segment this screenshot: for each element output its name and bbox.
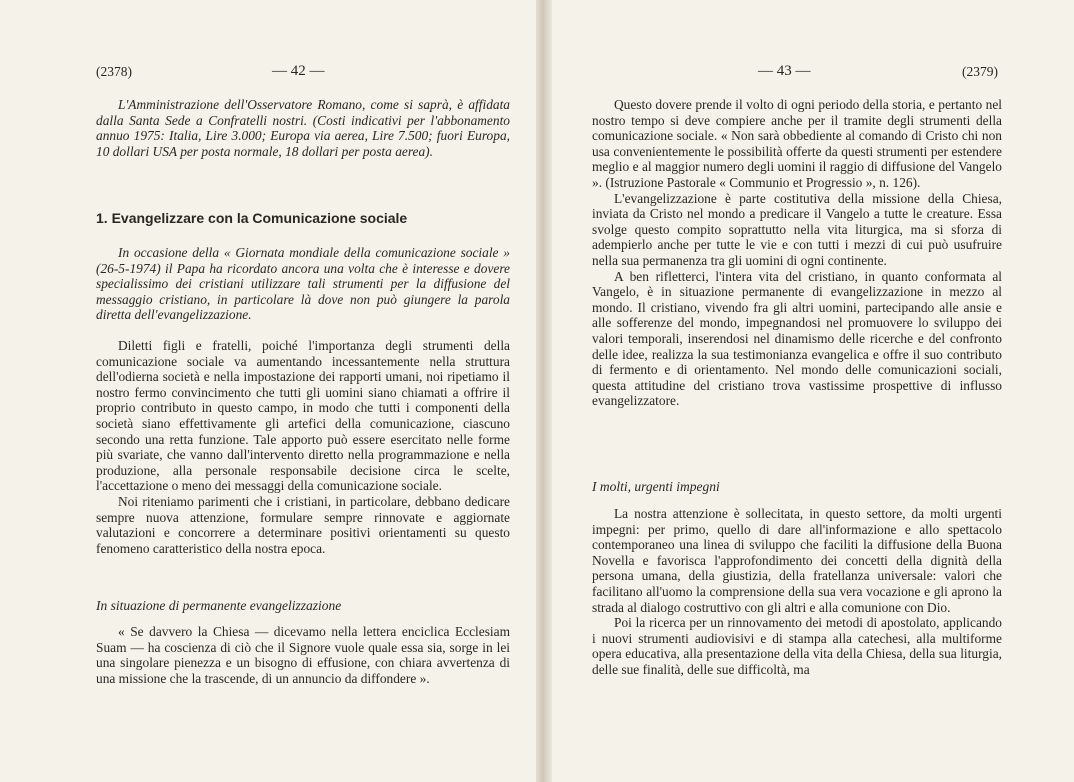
left-paragraph: Diletti figli e fratelli, poiché l'importanza degli strumenti della comunicazione sociale va aumentando incessantemente nella struttura dell'odierna società e nella impostazione dei rapporti umani, noi ripetiamo il nostro fermo convincimento che tutti gli uomini siano chiamati a offrire il proprio contributo in questo campo, in modo che tutti i componenti della società siano effettivamente gli artefici della comunicazione, ciascuno secondo una retta funzione. Tale apporto può essere esercitato nelle forme più svariate, che vanno dall'intervento diretto nella programmazione e nella produzione, alla personale responsabile decisione circa le scelte, l'accettazione o meno dei messaggi della comunicazione sociale. [96,338,510,494]
left-paragraph: Noi riteniamo parimenti che i cristiani, in particolare, debbano dedicare sempre nuova attenzione, formulare sempre rinnovate e aggiornate valutazioni e concorrere a determinare positivi orientamenti su questo fenomeno caratteristico della nostra epoca. [96,493,510,556]
right-page [552,0,1074,782]
section-heading: 1. Evangelizzare con la Comunicazione sociale [96,210,408,226]
left-page-number: — 42 — [272,63,325,79]
left-subheading: In situazione di permanente evangelizzazione [96,598,342,613]
intro-note: L'Amministrazione dell'Osservatore Romano, come si saprà, è affidata dalla Santa Sede a Confratelli nostri. (Costi indicativi per l'abbonamento annuo 1975: Italia, Lire 3.000; Europa via aerea, Lire 7.500; fuori Europa, 10 dollari USA per posta normale, 18 dollari per posta aerea). [96,97,510,159]
right-paragraph: La nostra attenzione è sollecitata, in questo settore, da molti urgenti impegni: per primo, quello di dare all'informazione e allo spettacolo contemporaneo una linea di sviluppo che faciliti la diffusione della Buona Novella e favorisca l'approfondimento dei concetti della dignità della persona umana, della giustizia, della fratellanza universale: valori che facilitano all'uomo la comprensione della sua vera vocazione e gli aprono la strada al dialogo costruttivo con gli altri e alla comunione con Dio. [592,506,1002,615]
left-running-number: (2378) [96,64,132,79]
right-paragraph: L'evangelizzazione è parte costitutiva della missione della Chiesa, inviata da Cristo nel mondo a predicare il Vangelo a tutte le creature. Essa svolge questo compito soprattutto nella vita liturgica, ma si sforza di adempierlo anche per tutte le vie e con tutti i mezzi di cui può usufruire nella sua permanenza tra gli uomini di ogni continente. [592,190,1002,268]
section-intro: In occasione della « Giornata mondiale della comunicazione sociale » (26-5-1974) il Papa ha ricordato ancora una volta che è interesse e dovere specialissimo dei cristiani utilizzare tali strumenti per la diffusione del messaggio cristiano, in particolare là dove non può giungere la parola diretta dell'evangelizzazione. [96,245,510,323]
right-paragraph: Poi la ricerca per un rinnovamento dei metodi di apostolato, applicando i nuovi strumenti audiovisivi e di stampa alla catechesi, alla multiforme opera educativa, alla presentazione della vita della Chiesa, della sua liturgia, delle sue finalità, delle sue difficoltà, ma [592,615,1002,677]
right-subheading: I molti, urgenti impegni [592,479,720,494]
right-paragraph: A ben rifletterci, l'intera vita del cristiano, in quanto conformata al Vangelo, è in situazione permanente di evangelizzazione in mezzo al mondo. Il cristiano, vivendo fra gli altri uomini, partecipando alle ansie e alle sofferenze del mondo, impegnandosi nel promuovere lo sviluppo dei valori temporali, inserendosi nel dinamismo delle ricerche e del confronto delle idee, realizza la sua testimonianza evangelica e offre il suo contributo di fermento e di orientamento. Nel mondo delle comunicazioni sociali, questa attitudine del cristiano trova vastissime prospettive di influsso evangelizzatore. [592,268,1002,409]
left-page [0,0,536,782]
left-body [96,338,510,556]
book-gutter [536,0,552,782]
right-body-2 [592,506,1002,678]
right-page-number: — 43 — [758,63,811,79]
right-body [592,97,1002,409]
quote-paragraph: « Se davvero la Chiesa — dicevamo nella lettera enciclica Ecclesiam Suam — ha coscienza di ciò che il Signore vuole quale essa sia, sorge in lei una singolare pienezza e un bisogno di effusione, con chiara avvertenza di una missione che la trascende, di un annuncio da diffondere ». [96,624,510,686]
right-paragraph: Questo dovere prende il volto di ogni periodo della storia, e pertanto nel nostro tempo si deve compiere anche per il tramite degli strumenti della comunicazione sociale. « Non sarà obbediente al comando di Cristo chi non usa convenientemente le possibilità offerte da questi strumenti per estendere meglio e al maggior numero degli uomini il raggio di diffusione del Vangelo ». (Istruzione Pastorale « Communio et Progressio », n. 126). [592,97,1002,190]
right-running-number: (2379) [962,64,998,79]
